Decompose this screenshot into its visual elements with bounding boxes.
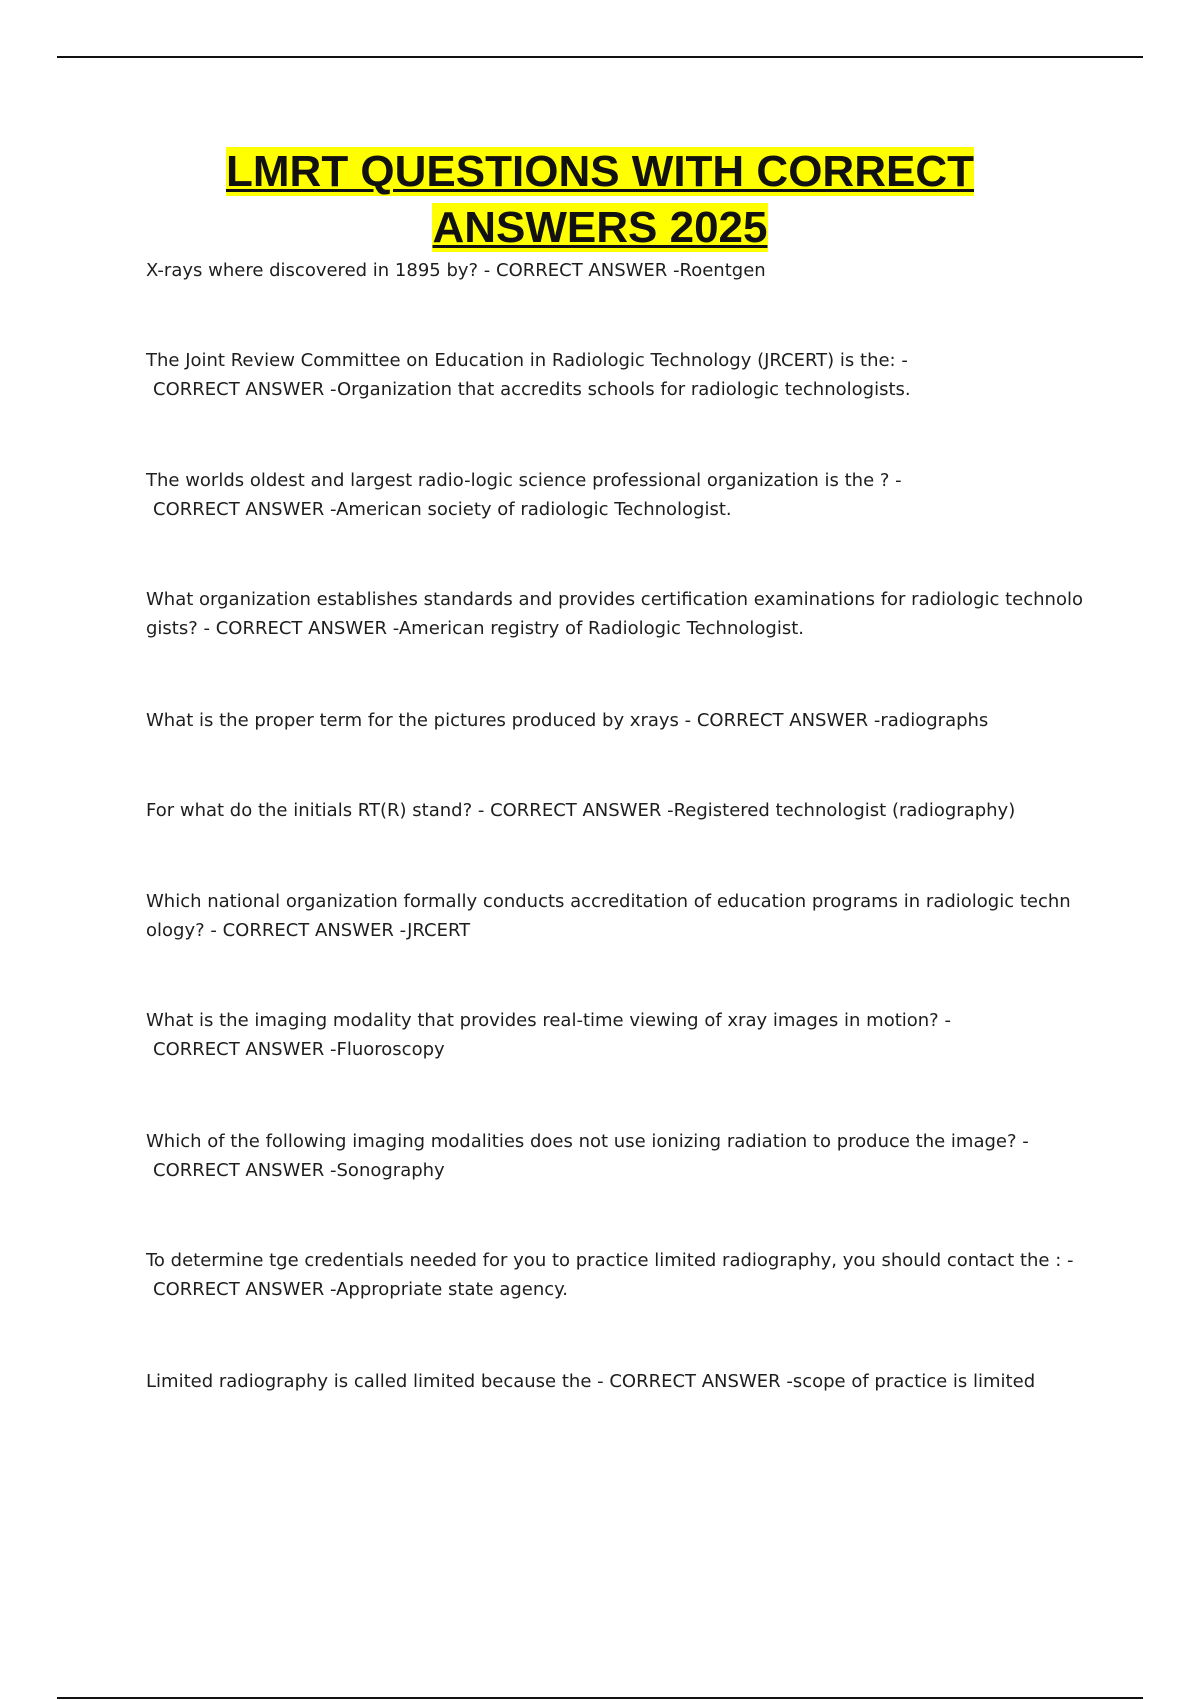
qa-item [146,346,911,404]
question-text: What is the proper term for the pictures produced by xrays - CORRECT ANSWER -radiographs [146,710,989,731]
question-text: To determine tge credentials needed for you to practice limited radiography, you should contact the : - [146,1250,1074,1271]
question-text: What is the imaging modality that provides real-time viewing of xray images in motion? - [146,1010,951,1031]
qa-item [146,887,1071,945]
answer-text: CORRECT ANSWER -Sonography [153,1160,445,1181]
qa-item [146,585,1083,643]
question-text: X-rays where discovered in 1895 by? - CORRECT ANSWER -Roentgen [146,260,766,281]
answer-text: ology? - CORRECT ANSWER -JRCERT [146,920,471,941]
bottom-rule [57,1697,1143,1699]
top-rule [57,56,1143,58]
page-title: LMRT QUESTIONS WITH CORRECT ANSWERS 2025 [226,147,974,252]
answer-text: CORRECT ANSWER -Organization that accredits schools for radiologic technologists. [153,379,911,400]
question-text: Which national organization formally conducts accreditation of education programs in radiologic techn [146,891,1071,912]
answer-text: CORRECT ANSWER -American society of radiologic Technologist. [153,499,732,520]
qa-item [146,1127,1029,1185]
qa-item [146,256,766,285]
question-text: For what do the initials RT(R) stand? - CORRECT ANSWER -Registered technologist (radiography) [146,800,1016,821]
answer-text: CORRECT ANSWER -Fluoroscopy [153,1039,445,1060]
qa-item [146,1367,1035,1396]
answer-text: gists? - CORRECT ANSWER -American registry of Radiologic Technologist. [146,618,804,639]
qa-item [146,466,902,524]
qa-item [146,706,988,735]
qa-item [146,796,1015,825]
answer-text: CORRECT ANSWER -Appropriate state agency. [153,1279,568,1300]
question-text: What organization establishes standards and provides certification examinations for radiologic technolo [146,589,1083,610]
question-text: Limited radiography is called limited because the - CORRECT ANSWER -scope of practice is limited [146,1371,1036,1392]
qa-item [146,1006,951,1064]
question-text: The worlds oldest and largest radio-logic science professional organization is the ? - [146,470,902,491]
title-block [0,144,1200,256]
question-text: The Joint Review Committee on Education in Radiologic Technology (JRCERT) is the: - [146,350,908,371]
question-text: Which of the following imaging modalities does not use ionizing radiation to produce the image? - [146,1131,1029,1152]
qa-item [146,1246,1074,1304]
